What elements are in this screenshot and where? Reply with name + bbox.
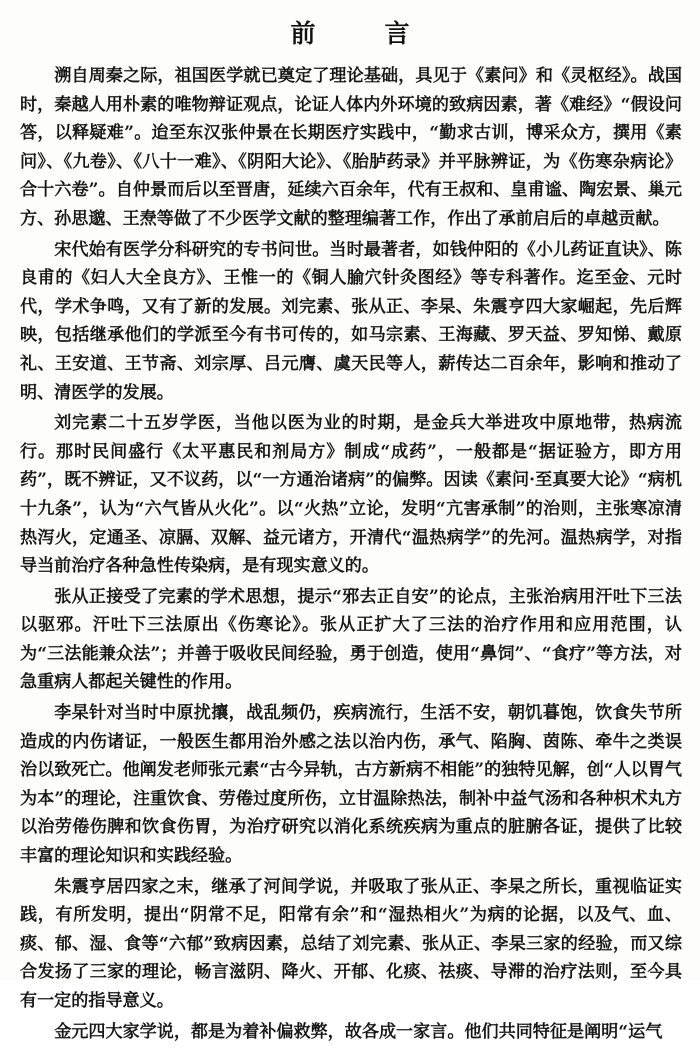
paragraph-5: 李杲针对当时中原扰攘，战乱频仍，疾病流行，生活不安，朝饥暮饱，饮食失节所造成的内伤诸证，一般医生都用治外感之法以治内伤，承气、陷胸、茵陈、牵牛之类误治以致死亡。他阐发老师张元素“古今异轨，古方新病不相能”的独特见解，创“人以胃气为本”的理论，注重饮食、劳倦过度所伤，立甘温除热法，制补中益气汤和各种枳术丸方以治劳倦伤脾和饮食伤胃，为治疗研究以消化系统疾病为重点的脏腑各证，提供了比较丰富的理论知识和实践经验。 [20,703,682,867]
paragraph-6: 朱震亨居四家之末，继承了河间学说，并吸取了张从正、李杲之所长，重视临证实践，有所发明，提出“阴常不足，阳常有余”和“湿热相火”为病的论据，以及气、血、痰、郁、湿、食等“六郁”致病因素，总结了刘完素、张从正、李杲三家的经验，而又综合发扬了三家的理论，畅言滋阴、降火、开郁、化痰、祛痰、导滞的治疗法则，至今具有一定的指导意义。 [20,876,682,1011]
paragraph-3: 刘完素二十五岁学医，当他以医为业的时期，是金兵大举进攻中原地带，热病流行。那时民间盛行《太平惠民和剂局方》制成“成药”，一般都是“据证验方，即方用药”，既不辨证，又不议药，以“一方通治诸病”的偏弊。因读《素问·至真要大论》“病机十九条”，认为“六气皆从火化”。以“火热”立论，发明“亢害承制”的治则，主张寒凉清热泻火，定通圣、凉膈、双解、益元诸方，开清代“温热病学”的先河。温热病学，对指导当前治疗各种急性传染病，是有现实意义的。 [20,413,682,577]
paragraph-2: 宋代始有医学分科研究的专书问世。当时最著者，如钱仲阳的《小儿药证直诀》、陈良甫的《妇人大全良方》、王惟一的《铜人腧穴针灸图经》等专科著作。迄至金、元时代，学术争鸣，又有了新的发展。刘完素、张从正、李杲、朱震亨四大家崛起，先后辉映，包括继承他们的学派至今有书可传的，如马宗素、王海藏、罗天益、罗知悌、戴原礼、王安道、王节斋、刘宗厚、吕元膺、虞天民等人，薪传达二百余年，影响和推动了明、清医学的发展。 [20,239,682,403]
body-text [20,62,682,1048]
paragraph-7: 金元四大家学说，都是为着补偏救弊，故各成一家言。他们共同特征是阐明“运气 [54,1021,663,1042]
paragraph-4: 张从正接受了完素的学术思想，提示“邪去正自安”的论点，主张治病用汗吐下三法以驱邪。汗吐下三法原出《伤寒论》。张从正扩大了三法的治疗作用和应用范围，认为“三法能兼众法”；并善于吸收民间经验，勇于创造，使用“鼻饲”、“食疗”等方法，对急重病人都起关键性的作用。 [20,586,682,693]
page-title: 前 言 [290,19,432,48]
paragraph-1: 溯自周秦之际，祖国医学就已奠定了理论基础，具见于《素问》和《灵枢经》。战国时，秦越人用朴素的唯物辩证观点，论证人体内外环境的致病因素，著《难经》“假设问答，以释疑难”。迨至东汉张仲景在长期医疗实践中，“勤求古训，博采众方，撰用《素问》、《九卷》、《八十一难》、《阴阳大论》、《胎胪药录》并平脉辨证，为《伤寒杂病论》合十六卷”。自仲景而后以至晋唐，延续六百余年，代有王叔和、皇甫谧、陶宏景、巢元方、孙思邈、王焘等做了不少医学文献的整理编著工作，作出了承前启后的卓越贡献。 [20,66,682,229]
